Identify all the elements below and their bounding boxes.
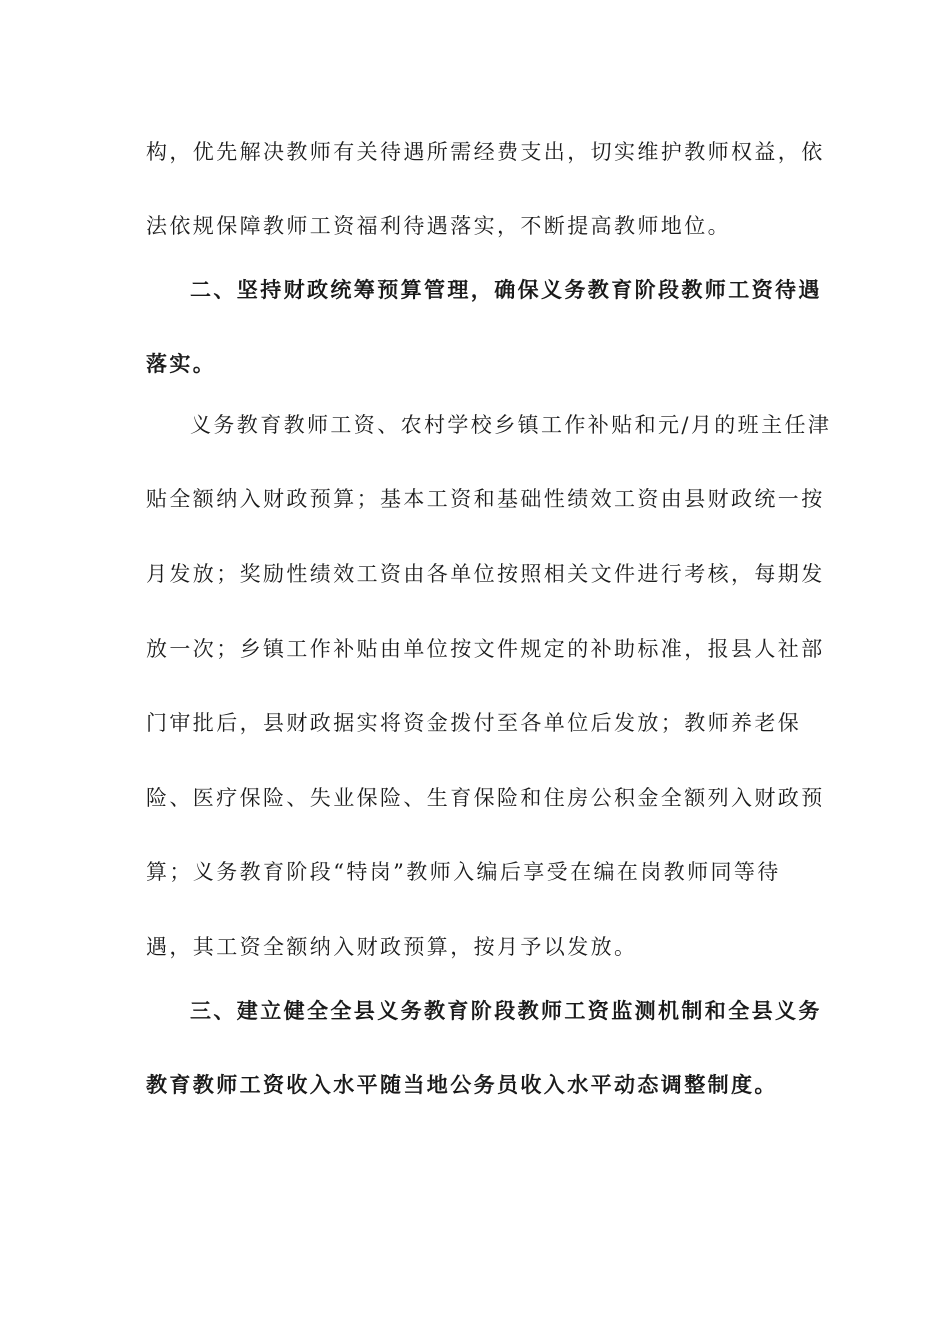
paragraph-2-line-2: 贴全额纳入财政预算；基本工资和基础性绩效工资由县财政统一按	[146, 487, 825, 511]
paragraph-2-line-8: 遇，其工资全额纳入财政预算，按月予以发放。	[146, 935, 638, 959]
heading-3-line-2: 教育教师工资收入水平随当地公务员收入水平动态调整制度。	[146, 1072, 778, 1097]
paragraph-2-line-4: 放一次；乡镇工作补贴由单位按文件规定的补助标准，报县人社部	[146, 637, 825, 661]
paragraph-2-line-3: 月发放；奖励性绩效工资由各单位按照相关文件进行考核，每期发	[146, 562, 825, 586]
heading-3-line-1: 三、建立健全全县义务教育阶段教师工资监测机制和全县义务	[190, 998, 822, 1023]
paragraph-1-line-1: 构，优先解决教师有关待遇所需经费支出，切实维护教师权益，依	[146, 140, 825, 164]
heading-2-line-2: 落实。	[146, 351, 217, 376]
heading-2-line-1: 二、坚持财政统筹预算管理，确保义务教育阶段教师工资待遇	[190, 277, 822, 302]
paragraph-1-line-2: 法依规保障教师工资福利待遇落实，不断提高教师地位。	[146, 214, 731, 238]
paragraph-2-line-1: 义务教育教师工资、农村学校乡镇工作补贴和元/月的班主任津	[190, 413, 832, 437]
paragraph-2-line-6: 险、医疗保险、失业保险、生育保险和住房公积金全额列入财政预	[146, 786, 825, 810]
paragraph-2-line-7: 算；义务教育阶段“特岗”教师入编后享受在编在岗教师同等待	[146, 860, 781, 884]
paragraph-2-line-5: 门审批后，县财政据实将资金拨付至各单位后发放；教师养老保	[146, 711, 802, 735]
